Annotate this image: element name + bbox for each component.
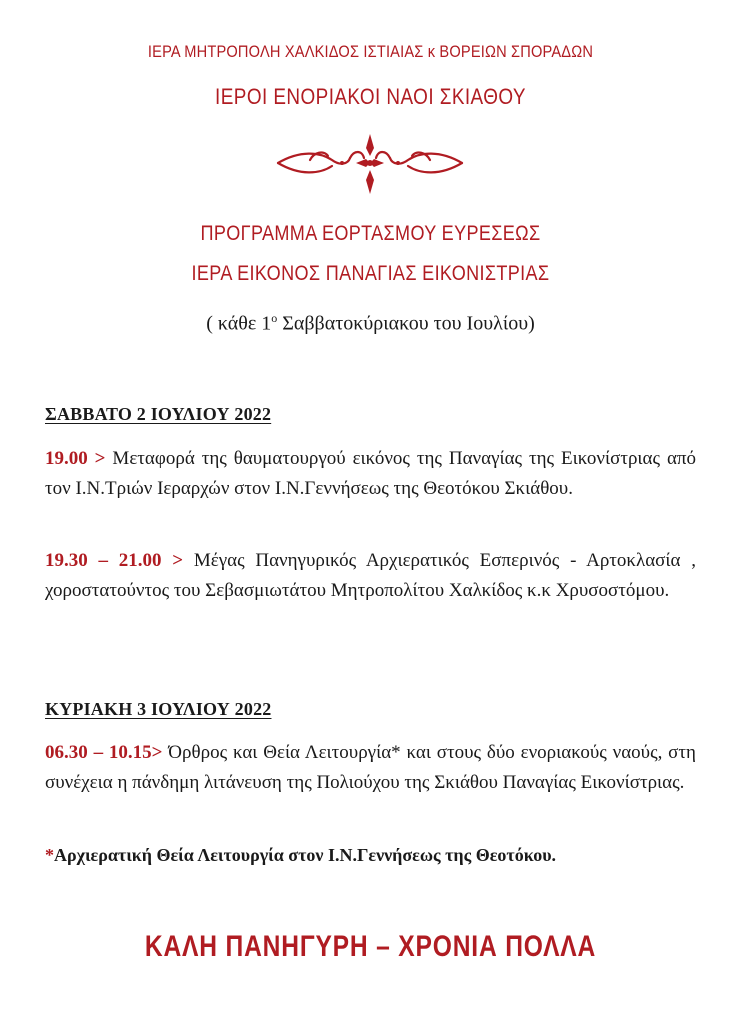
icon-title: ΙΕΡΑ ΕΙΚΟΝΟΣ ΠΑΝΑΓΙΑΣ ΕΙΚΟΝΙΣΤΡΙΑΣ	[191, 262, 550, 285]
event-paragraph	[45, 444, 696, 504]
event-time: 19.30 – 21.00 >	[45, 550, 184, 571]
program-title: ΠΡΟΓΡΑΜΜΑ ΕΟΡΤΑΣΜΟΥ ΕΥΡΕΣΕΩΣ	[200, 222, 541, 245]
parishes-header: ΙΕΡΟΙ ΕΝΟΡΙΑΚΟΙ ΝΑΟΙ ΣΚΙΑΘΟΥ	[215, 84, 526, 109]
subtitle: ( κάθε $1^o$ Σαββατοκύριακου του Ιουλίου)	[206, 311, 535, 335]
greeting-footer: ΚΑΛΗ ΠΑΝΗΓΥΡΗ – ΧΡΟΝΙΑ ΠΟΛΛΑ	[144, 930, 597, 963]
event-paragraph	[45, 738, 696, 798]
event-text: Μεταφορά της θαυματουργού εικόνος της Παναγίας της Εικονίστριας από τον Ι.Ν.Τριών Ιεραρχών στον Ι.Ν.Γεννήσεως της Θεοτόκου Σκιάθου.	[45, 448, 696, 499]
footnote-star: *	[45, 845, 54, 865]
metropolis-header: ΙΕΡΑ ΜΗΤΡΟΠΟΛΗ ΧΑΛΚΙΔΟΣ ΙΣΤΙΑΙΑΣ κ ΒΟΡΕΙΩΝ ΣΠΟΡΑΔΩΝ	[147, 42, 594, 61]
event-text: Όρθρος και Θεία Λειτουργία* και στους δύο ενοριακούς ναούς, στη συνέχεια η πάνδημη λιτάνευση της Πολιούχου της Σκιάθου Παναγίας Εικονίστριας.	[45, 742, 696, 793]
ornament-icon	[270, 130, 470, 196]
saturday-heading: ΣΑΒΒΑΤΟ 2 ΙΟΥΛΙΟΥ 2022	[45, 404, 272, 424]
footnote	[45, 845, 725, 866]
footnote-text: Αρχιερατική Θεία Λειτουργία στον Ι.Ν.Γεννήσεως της Θεοτόκου.	[54, 845, 557, 865]
sunday-heading: ΚΥΡΙΑΚΗ 3 ΙΟΥΛΙΟΥ 2022	[45, 699, 272, 719]
event-paragraph	[45, 546, 696, 606]
event-time: 19.00 >	[45, 448, 106, 469]
event-text: Μέγας Πανηγυρικός Αρχιερατικός Εσπερινός - Αρτοκλασία , χοροστατούντος του Σεβασμιωτάτου Μητροπολίτου Χαλκίδος κ.κ Χρυσοστόμου.	[45, 550, 696, 601]
event-time: 06.30 – 10.15>	[45, 742, 163, 763]
